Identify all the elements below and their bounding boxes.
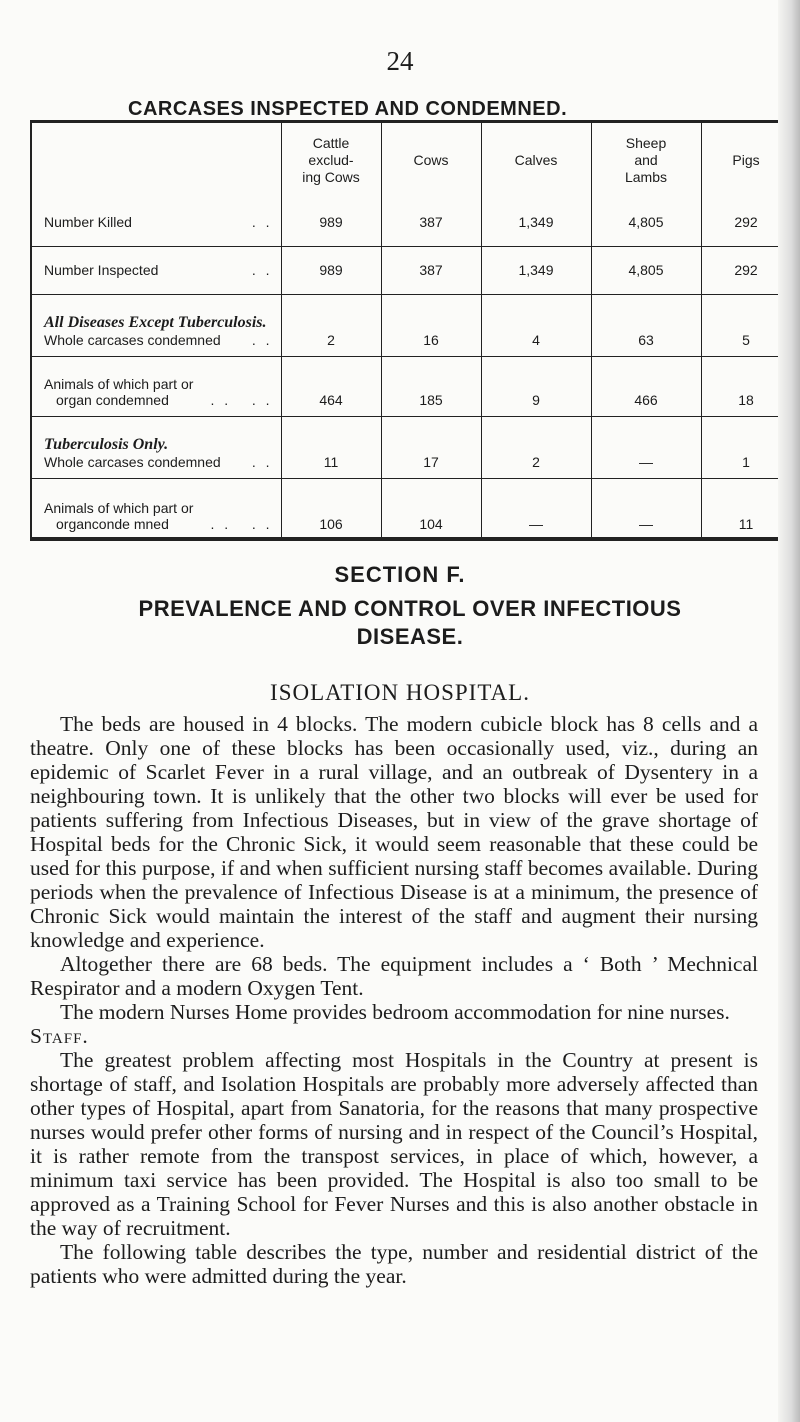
leader-dots: . . . . xyxy=(210,391,273,408)
table-cell: 185 xyxy=(381,356,481,416)
table-row xyxy=(31,198,791,246)
header-sheep-line3: Lambs xyxy=(624,169,668,185)
table-row xyxy=(31,294,791,356)
carcases-table xyxy=(30,120,790,540)
subheading: ISOLATION HOSPITAL. xyxy=(270,680,530,705)
header-sheep-line2: and xyxy=(634,152,658,168)
section-title-line2: DISEASE. xyxy=(356,624,464,649)
table-cell: 106 xyxy=(281,478,381,540)
paragraph: The greatest problem affecting most Hospitals in the Country at present is shortage of staff, and Isolation Hospitals are probably more adversely affected than other types of Hospital, apart from Sanatoria, for the reasons that many prospective nurses would prefer other forms of nursing and in respect of the Council’s Hospital, it is rather remote from the transpost services, in place of which, however, a minimum taxi service has been provided. The Hospital is also too small to be approved as a Training School for Fever Nurses and this is also another obstacle in the way of recruitment. xyxy=(30,1048,758,1240)
table-cell: 1,349 xyxy=(481,198,591,246)
table-cell: 9 xyxy=(481,356,591,416)
table-cell: 989 xyxy=(281,246,381,294)
row-label: organconde mned xyxy=(56,516,169,532)
header-sheep xyxy=(591,122,701,199)
table-cell: 63 xyxy=(591,294,701,356)
table-title: CARCASES INSPECTED AND CONDEMNED. xyxy=(128,98,568,120)
table-row xyxy=(31,246,791,294)
header-calves: Calves xyxy=(481,122,591,199)
table-row xyxy=(31,478,791,540)
table-bottom-rule xyxy=(30,537,790,541)
table-cell: 18 xyxy=(701,356,791,416)
table-cell: — xyxy=(591,478,701,540)
header-cattle-line3: ing Cows xyxy=(302,169,360,185)
table-cell: 989 xyxy=(281,198,381,246)
section-title xyxy=(110,595,710,651)
table-cell: 2 xyxy=(281,294,381,356)
table-cell: 4,805 xyxy=(591,246,701,294)
leader-dots: . . . . xyxy=(210,516,273,532)
table-cell: 11 xyxy=(281,416,381,478)
table-cell: 16 xyxy=(381,294,481,356)
table-cell: 292 xyxy=(701,198,791,246)
table-row xyxy=(31,416,791,478)
table-cell: 466 xyxy=(591,356,701,416)
row-label: Number Killed xyxy=(44,213,132,230)
header-cows: Cows xyxy=(381,122,481,199)
table-cell: — xyxy=(481,478,591,540)
table-cell: 4 xyxy=(481,294,591,356)
row-label: organ condemned xyxy=(56,391,169,408)
table-cell: 387 xyxy=(381,246,481,294)
paragraph: Altogether there are 68 beds. The equipment includes a ‘ Both ’ Mechnical Respirator and a modern Oxygen Tent. xyxy=(30,952,758,1000)
table-cell: 4,805 xyxy=(591,198,701,246)
leader-dots: . . xyxy=(251,331,273,348)
leader-dots: . . xyxy=(251,453,273,470)
table-cell: 11 xyxy=(701,478,791,540)
body-text xyxy=(30,712,758,1288)
table-row xyxy=(31,356,791,416)
leader-dots: . . xyxy=(251,213,273,230)
table-cell: 2 xyxy=(481,416,591,478)
row-label: Animals of which part or xyxy=(44,500,194,516)
page-number: 24 xyxy=(386,46,414,76)
row-label: Number Inspected xyxy=(44,262,159,278)
paragraph: The beds are housed in 4 blocks. The modern cubicle block has 8 cells and a theatre. Only one of these blocks has been occasionally used, viz., during an epidemic of Scarlet Fever in a rural village, and an outbreak of Dysentery in a neighbouring town. It is unlikely that the other two blocks will ever be used for patients suffering from Infectious Diseases, but in view of the grave shortage of Hospital beds for the Chronic Sick, it would seem reasonable that these could be used for this purpose, if and when sufficient nursing staff becomes available. During periods when the prevalence of Infectious Disease is at a minimum, the presence of Chronic Sick would maintain the interest of the staff and augment their nursing knowledge and experience. xyxy=(30,712,758,952)
header-cattle-line1: Cattle xyxy=(312,135,350,151)
table-cell: 104 xyxy=(381,478,481,540)
staff-heading: Staff. xyxy=(30,1024,89,1048)
row-label: Whole carcases condemned xyxy=(44,331,221,348)
row-label: Whole carcases condemned xyxy=(44,453,221,470)
header-pigs: Pigs xyxy=(701,122,791,199)
table-cell: 1,349 xyxy=(481,246,591,294)
table-cell: 387 xyxy=(381,198,481,246)
section-title-line1: PREVALENCE AND CONTROL OVER INFECTIOUS xyxy=(138,596,682,621)
table-cell: 292 xyxy=(701,246,791,294)
section-heading-tuberculosis: Tuberculosis Only. xyxy=(44,435,169,453)
page-edge xyxy=(778,0,800,1422)
table-cell: 17 xyxy=(381,416,481,478)
section-heading: SECTION F. xyxy=(334,562,466,587)
table-cell: 5 xyxy=(701,294,791,356)
row-label: Animals of which part or xyxy=(44,375,194,392)
header-cattle xyxy=(281,122,381,199)
table-cell: — xyxy=(591,416,701,478)
paragraph: The following table describes the type, number and residential district of the patients who were admitted during the year. xyxy=(30,1240,758,1288)
table-cell: 464 xyxy=(281,356,381,416)
paragraph: The modern Nurses Home provides bedroom accommodation for nine nurses. xyxy=(60,1000,730,1024)
section-heading-all-diseases: All Diseases Except Tuberculosis. xyxy=(44,313,267,331)
table-cell: 1 xyxy=(701,416,791,478)
header-sheep-line1: Sheep xyxy=(625,135,667,151)
header-blank xyxy=(31,122,281,199)
header-cattle-line2: exclud- xyxy=(308,152,354,168)
leader-dots: . . xyxy=(251,262,273,278)
